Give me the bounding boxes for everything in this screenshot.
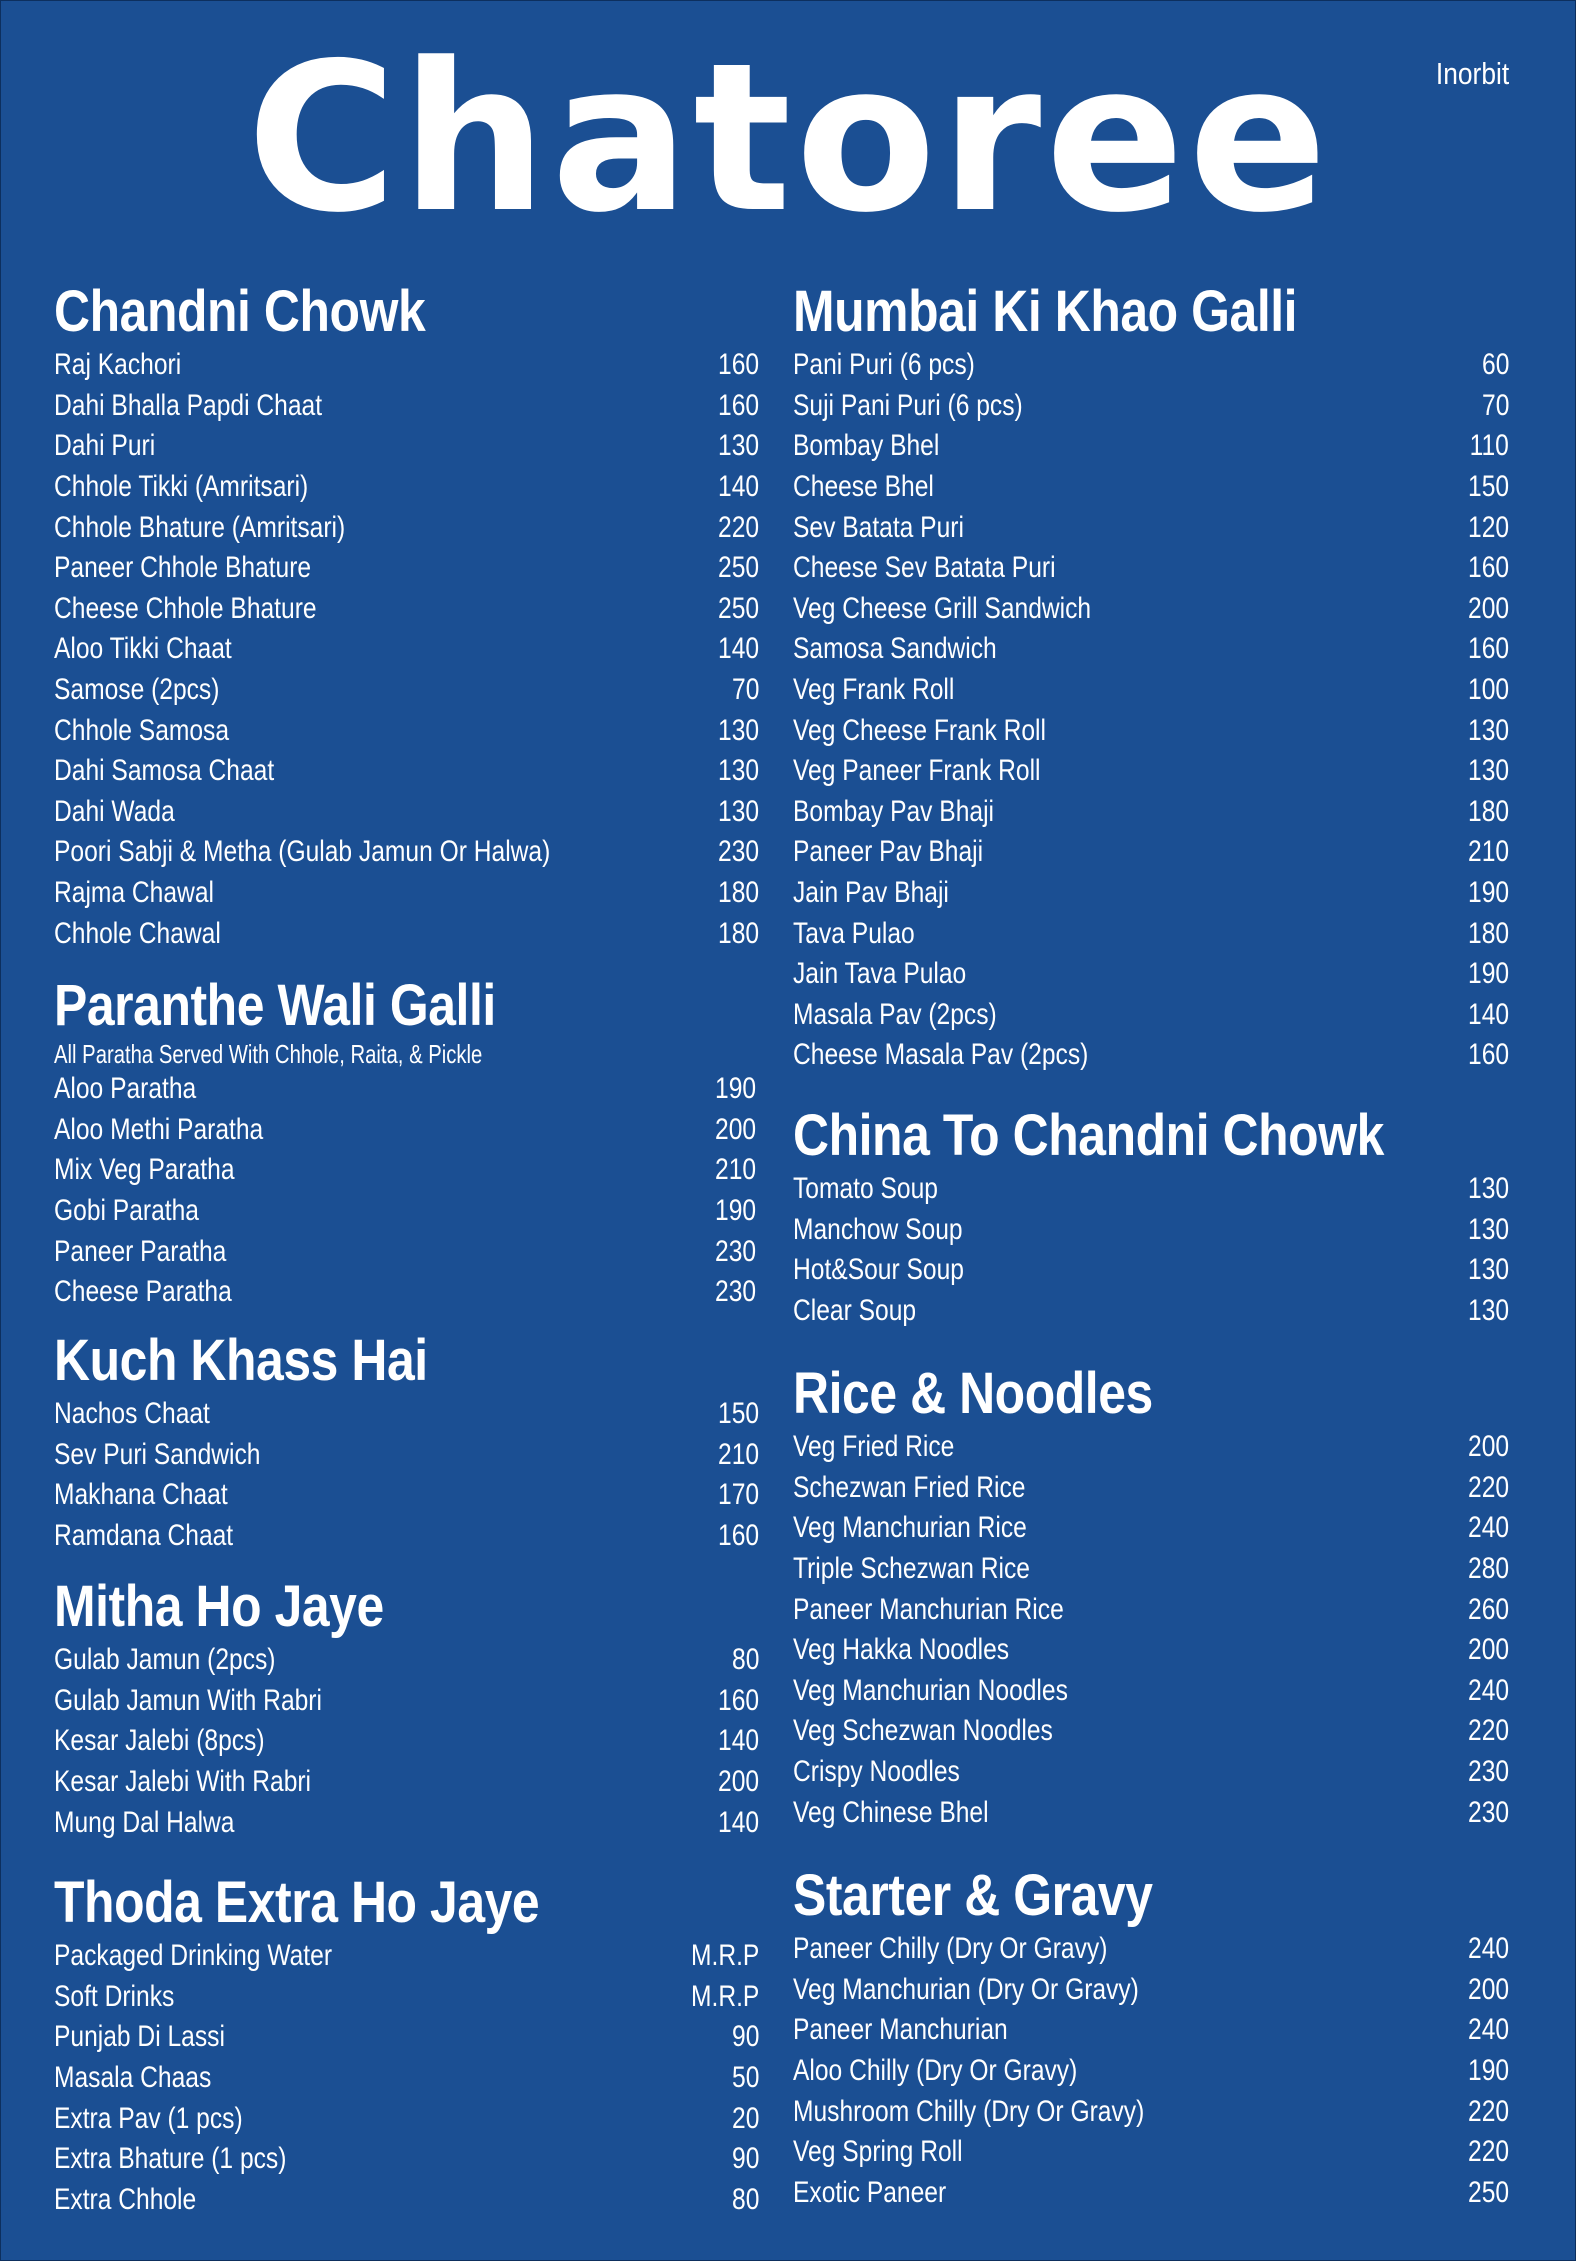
menu-item	[54, 1721, 759, 1762]
menu-item-price: 220	[1467, 2094, 1509, 2128]
menu-item	[793, 1169, 1509, 1210]
section-china-to-chandni-chowk	[793, 1101, 1509, 1331]
menu-item-price: 60	[1481, 348, 1509, 382]
menu-item	[54, 1272, 756, 1313]
menu-item-name: Veg Paneer Frank Roll	[793, 754, 1041, 788]
menu-item	[793, 1508, 1509, 1549]
menu-item-price: 150	[717, 1397, 759, 1431]
menu-item-name: Clear Soup	[793, 1294, 917, 1328]
menu-item-name: Paneer Paratha	[54, 1234, 227, 1268]
menu-item-price: 250	[1467, 2175, 1509, 2209]
menu-item	[793, 1752, 1509, 1793]
menu-item	[54, 507, 759, 548]
menu-item	[793, 751, 1509, 792]
section-kuch-khass-hai	[54, 1326, 759, 1556]
menu-item-name: Dahi Bhalla Papdi Chaat	[54, 388, 323, 422]
menu-item-price: 160	[717, 1683, 759, 1717]
menu-item-name: Dahi Puri	[54, 429, 156, 463]
menu-item-name: Cheese Paratha	[54, 1275, 232, 1309]
menu-item-price: 190	[1467, 876, 1509, 910]
menu-item	[54, 2098, 759, 2139]
menu-item-name: Veg Spring Roll	[793, 2135, 963, 2169]
menu-item	[54, 345, 759, 386]
menu-item	[793, 2051, 1509, 2092]
menu-item-name: Poori Sabji & Metha (Gulab Jamun Or Halwa)	[54, 835, 551, 869]
menu-item-name: Cheese Chhole Bhature	[54, 591, 317, 625]
section-title: China To Chandni Chowk	[793, 1103, 1384, 1168]
menu-item-name: Samose (2pcs)	[54, 673, 220, 707]
menu-item-price: 240	[1467, 1511, 1509, 1545]
menu-item-price: 200	[1467, 591, 1509, 625]
section-title: Kuch Khass Hai	[54, 1328, 428, 1393]
section-mumbai-ki-khao-galli	[793, 277, 1509, 1076]
menu-item-price: 200	[714, 1112, 756, 1146]
menu-item-price: 250	[717, 551, 759, 585]
menu-item-price: 190	[714, 1194, 756, 1228]
menu-item-name: Samosa Sandwich	[793, 632, 997, 666]
menu-item-name: Paneer Chilly (Dry Or Gravy)	[793, 1932, 1108, 1966]
menu-item-name: Chhole Tikki (Amritsari)	[54, 470, 309, 504]
menu-item	[54, 1231, 756, 1272]
menu-item-name: Chhole Chawal	[54, 916, 221, 950]
menu-item	[54, 629, 759, 670]
menu-item-price: 160	[1467, 632, 1509, 666]
menu-item	[54, 2139, 759, 2180]
menu-item-name: Aloo Methi Paratha	[54, 1112, 264, 1146]
menu-item-name: Cheese Masala Pav (2pcs)	[793, 1038, 1089, 1072]
menu-item-price: 90	[731, 2020, 759, 2054]
menu-item-name: Tomato Soup	[793, 1172, 938, 1206]
menu-item	[54, 589, 759, 630]
menu-item-price: 210	[714, 1153, 756, 1187]
menu-item-name: Dahi Samosa Chaat	[54, 754, 275, 788]
menu-item-price: 130	[1467, 1172, 1509, 1206]
menu-item	[54, 1475, 759, 1516]
menu-item-price: 150	[1467, 470, 1509, 504]
menu-item-name: Gobi Paratha	[54, 1194, 199, 1228]
section-chandni-chowk	[54, 277, 759, 954]
menu-item	[54, 1936, 759, 1977]
menu-item	[793, 1671, 1509, 1712]
menu-item	[793, 1210, 1509, 1251]
menu-item-price: 240	[1467, 2013, 1509, 2047]
menu-item-name: Veg Frank Roll	[793, 673, 955, 707]
menu-item-price: 130	[717, 713, 759, 747]
menu-item	[793, 1970, 1509, 2011]
menu-item	[54, 467, 759, 508]
menu-item	[793, 1589, 1509, 1630]
menu-item-name: Sev Batata Puri	[793, 510, 964, 544]
menu-item-name: Veg Cheese Frank Roll	[793, 713, 1046, 747]
section-rice-noodles	[793, 1359, 1509, 1833]
menu-item-price: 200	[1467, 1430, 1509, 1464]
menu-item	[54, 1435, 759, 1476]
menu-item-name: Extra Pav (1 pcs)	[54, 2101, 243, 2135]
menu-item	[54, 710, 759, 751]
menu-item-name: Mix Veg Paratha	[54, 1153, 235, 1187]
menu-item-name: Aloo Paratha	[54, 1072, 197, 1106]
menu-item	[54, 2017, 759, 2058]
menu-item-price: 130	[717, 794, 759, 828]
menu-item-price: 160	[717, 388, 759, 422]
menu-item	[54, 1802, 759, 1843]
menu-item-name: Paneer Manchurian	[793, 2013, 1008, 2047]
menu-item	[793, 426, 1509, 467]
menu-item-price: M.R.P	[690, 1979, 759, 2013]
menu-item-price: 130	[717, 429, 759, 463]
menu-item-price: 130	[1467, 754, 1509, 788]
menu-item-name: Extra Bhature (1 pcs)	[54, 2142, 287, 2176]
menu-item-name: Sev Puri Sandwich	[54, 1437, 261, 1471]
menu-item-price: 190	[714, 1072, 756, 1106]
menu-item	[54, 1110, 756, 1151]
menu-item-price: 130	[1467, 1294, 1509, 1328]
menu-item-name: Dahi Wada	[54, 794, 175, 828]
menu-item-name: Chhole Samosa	[54, 713, 230, 747]
menu-item-price: 90	[731, 2142, 759, 2176]
section-thoda-extra-ho-jaye	[54, 1868, 759, 2220]
menu-item-name: Extra Chhole	[54, 2182, 197, 2216]
menu-item	[793, 629, 1509, 670]
menu-item-price: 120	[1467, 510, 1509, 544]
menu-item-price: 180	[1467, 916, 1509, 950]
menu-item-name: Aloo Chilly (Dry Or Gravy)	[793, 2054, 1078, 2088]
menu-item	[793, 386, 1509, 427]
menu-item-price: 210	[1467, 835, 1509, 869]
menu-item-price: 130	[1467, 1212, 1509, 1246]
menu-item	[54, 873, 759, 914]
menu-item	[54, 670, 759, 711]
menu-item	[793, 1250, 1509, 1291]
menu-item	[54, 1150, 756, 1191]
menu-item-name: Bombay Pav Bhaji	[793, 794, 995, 828]
menu-item	[54, 548, 759, 589]
menu-item	[54, 1516, 759, 1557]
menu-item-name: Hot&Sour Soup	[793, 1253, 964, 1287]
menu-item-name: Cheese Sev Batata Puri	[793, 551, 1056, 585]
menu-item	[793, 345, 1509, 386]
menu-item-price: 140	[717, 1724, 759, 1758]
menu-item-price: 230	[714, 1275, 756, 1309]
menu-item-name: Jain Tava Pulao	[793, 957, 967, 991]
menu-item-price: 20	[731, 2101, 759, 2135]
menu-item-price: 50	[731, 2061, 759, 2095]
menu-item	[54, 1762, 759, 1803]
menu-item-name: Veg Hakka Noodles	[793, 1633, 1010, 1667]
menu-item	[54, 1977, 759, 2018]
menu-item-price: 200	[1467, 1633, 1509, 1667]
menu-item-name: Gulab Jamun (2pcs)	[54, 1643, 276, 1677]
menu-item-price: 190	[1467, 957, 1509, 991]
menu-item-price: 160	[1467, 1038, 1509, 1072]
menu-item	[54, 832, 759, 873]
menu-item-price: 240	[1467, 1932, 1509, 1966]
menu-item	[793, 1427, 1509, 1468]
menu-item-price: 130	[1467, 1253, 1509, 1287]
menu-item	[54, 1640, 759, 1681]
menu-item	[793, 2173, 1509, 2214]
section-title: Chandni Chowk	[54, 279, 426, 344]
menu-item-price: 140	[1467, 997, 1509, 1031]
menu-item-name: Nachos Chaat	[54, 1397, 210, 1431]
section-title: Rice & Noodles	[793, 1361, 1153, 1426]
menu-item	[54, 426, 759, 467]
section-paranthe-wali-galli	[54, 971, 756, 1313]
menu-item-name: Chhole Bhature (Amritsari)	[54, 510, 346, 544]
menu-item-name: Paneer Chhole Bhature	[54, 551, 312, 585]
location-label: Inorbit	[1435, 56, 1509, 91]
menu-item-name: Suji Pani Puri (6 pcs)	[793, 388, 1023, 422]
menu-item	[793, 1035, 1509, 1076]
menu-item-price: 80	[731, 2182, 759, 2216]
menu-item-name: Kesar Jalebi With Rabri	[54, 1765, 312, 1799]
menu-item-price: 140	[717, 1805, 759, 1839]
menu-item	[54, 1191, 756, 1232]
menu-item-name: Jain Pav Bhaji	[793, 876, 949, 910]
menu-item	[793, 954, 1509, 995]
menu-item-price: 190	[1467, 2054, 1509, 2088]
menu-item-name: Masala Pav (2pcs)	[793, 997, 997, 1031]
menu-item-name: Rajma Chawal	[54, 876, 214, 910]
menu-item-name: Veg Manchurian Noodles	[793, 1673, 1068, 1707]
menu-item	[793, 548, 1509, 589]
menu-item	[54, 913, 759, 954]
menu-item-price: 220	[1467, 1714, 1509, 1748]
menu-item	[54, 1069, 756, 1110]
menu-item-name: Gulab Jamun With Rabri	[54, 1683, 322, 1717]
menu-item-name: Mushroom Chilly (Dry Or Gravy)	[793, 2094, 1145, 2128]
menu-item	[54, 2180, 759, 2221]
menu-item-name: Triple Schezwan Rice	[793, 1552, 1030, 1586]
menu-item-name: Veg Manchurian Rice	[793, 1511, 1027, 1545]
menu-item-price: 240	[1467, 1673, 1509, 1707]
menu-item	[54, 2058, 759, 2099]
menu-item-name: Raj Kachori	[54, 348, 182, 382]
menu-item	[793, 2132, 1509, 2173]
menu-item-price: 160	[1467, 551, 1509, 585]
menu-item-price: 180	[717, 876, 759, 910]
menu-item	[54, 1681, 759, 1722]
menu-item-price: 200	[717, 1765, 759, 1799]
menu-item	[793, 2091, 1509, 2132]
menu-item-name: Soft Drinks	[54, 1979, 175, 2013]
menu-item-price: 160	[717, 1519, 759, 1553]
menu-item-name: Veg Cheese Grill Sandwich	[793, 591, 1092, 625]
menu-item-name: Veg Fried Rice	[793, 1430, 955, 1464]
menu-item-name: Masala Chaas	[54, 2061, 212, 2095]
menu-item-price: 160	[717, 348, 759, 382]
menu-item-price: 140	[717, 470, 759, 504]
menu-item-name: Pani Puri (6 pcs)	[793, 348, 975, 382]
menu-item-name: Makhana Chaat	[54, 1478, 228, 1512]
menu-item-price: 220	[1467, 2135, 1509, 2169]
menu-item	[793, 507, 1509, 548]
menu-item-price: 80	[731, 1643, 759, 1677]
menu-item-price: 180	[717, 916, 759, 950]
menu-item-price: 110	[1469, 429, 1509, 463]
menu-item	[793, 873, 1509, 914]
menu-item-name: Crispy Noodles	[793, 1755, 960, 1789]
section-title: Mitha Ho Jaye	[54, 1574, 384, 1639]
menu-item	[793, 1549, 1509, 1590]
menu-item-name: Aloo Tikki Chaat	[54, 632, 232, 666]
menu-item-name: Manchow Soup	[793, 1212, 963, 1246]
menu-item-name: Tava Pulao	[793, 916, 915, 950]
menu-item	[793, 1792, 1509, 1833]
menu-item-price: 140	[717, 632, 759, 666]
menu-item-price: 130	[717, 754, 759, 788]
menu-item	[54, 751, 759, 792]
menu-item	[54, 792, 759, 833]
section-title: Starter & Gravy	[793, 1863, 1153, 1928]
menu-item	[793, 710, 1509, 751]
menu-item-name: Bombay Bhel	[793, 429, 940, 463]
menu-item-price: M.R.P	[690, 1939, 759, 1973]
menu-item-price: 100	[1467, 673, 1509, 707]
menu-item-name: Punjab Di Lassi	[54, 2020, 225, 2054]
menu-item-price: 70	[731, 673, 759, 707]
menu-item-name: Cheese Bhel	[793, 470, 934, 504]
menu-item	[793, 467, 1509, 508]
menu-item-price: 220	[1467, 1470, 1509, 1504]
menu-item-name: Veg Manchurian (Dry Or Gravy)	[793, 1972, 1139, 2006]
menu-item-name: Exotic Paneer	[793, 2175, 947, 2209]
menu-item	[793, 2010, 1509, 2051]
menu-item-name: Ramdana Chaat	[54, 1519, 234, 1553]
menu-item	[793, 1468, 1509, 1509]
menu-item	[793, 1291, 1509, 1332]
menu-item	[793, 589, 1509, 630]
menu-item	[793, 995, 1509, 1036]
menu-item-name: Veg Chinese Bhel	[793, 1795, 989, 1829]
section-starter-gravy	[793, 1861, 1509, 2213]
menu-item	[793, 792, 1509, 833]
menu-item-price: 210	[717, 1437, 759, 1471]
menu-item-name: Kesar Jalebi (8pcs)	[54, 1724, 265, 1758]
menu-item	[793, 1711, 1509, 1752]
menu-item	[793, 913, 1509, 954]
menu-item	[793, 1929, 1509, 1970]
menu-item	[793, 1630, 1509, 1671]
menu-item-price: 200	[1467, 1972, 1509, 2006]
menu-item-name: Packaged Drinking Water	[54, 1939, 333, 1973]
section-mitha-ho-jaye	[54, 1572, 759, 1843]
section-title: Paranthe Wali Galli	[54, 973, 496, 1038]
menu-item-price: 170	[717, 1478, 759, 1512]
brand-logo: Chatoree	[246, 20, 1332, 258]
menu-item-price: 260	[1467, 1592, 1509, 1626]
menu-item-name: Paneer Pav Bhaji	[793, 835, 984, 869]
menu-item-price: 180	[1467, 794, 1509, 828]
menu-item	[54, 386, 759, 427]
menu-item-price: 230	[1467, 1795, 1509, 1829]
menu-item-price: 130	[1467, 713, 1509, 747]
menu-item-name: Schezwan Fried Rice	[793, 1470, 1026, 1504]
section-title: Thoda Extra Ho Jaye	[54, 1870, 540, 1935]
menu-item-name: Paneer Manchurian Rice	[793, 1592, 1064, 1626]
menu-item-name: Veg Schezwan Noodles	[793, 1714, 1053, 1748]
section-subtitle: All Paratha Served With Chhole, Raita, & Pickle	[54, 1039, 483, 1069]
menu-item-price: 230	[1467, 1755, 1509, 1789]
menu-item-price: 230	[717, 835, 759, 869]
menu-item	[793, 832, 1509, 873]
menu-item-price: 220	[717, 510, 759, 544]
menu-item-price: 250	[717, 591, 759, 625]
section-title: Mumbai Ki Khao Galli	[793, 279, 1298, 344]
menu-item	[793, 670, 1509, 711]
menu-item-price: 280	[1467, 1552, 1509, 1586]
menu-item-name: Mung Dal Halwa	[54, 1805, 235, 1839]
menu-item-price: 230	[714, 1234, 756, 1268]
menu-item	[54, 1394, 759, 1435]
menu-item-price: 70	[1481, 388, 1509, 422]
